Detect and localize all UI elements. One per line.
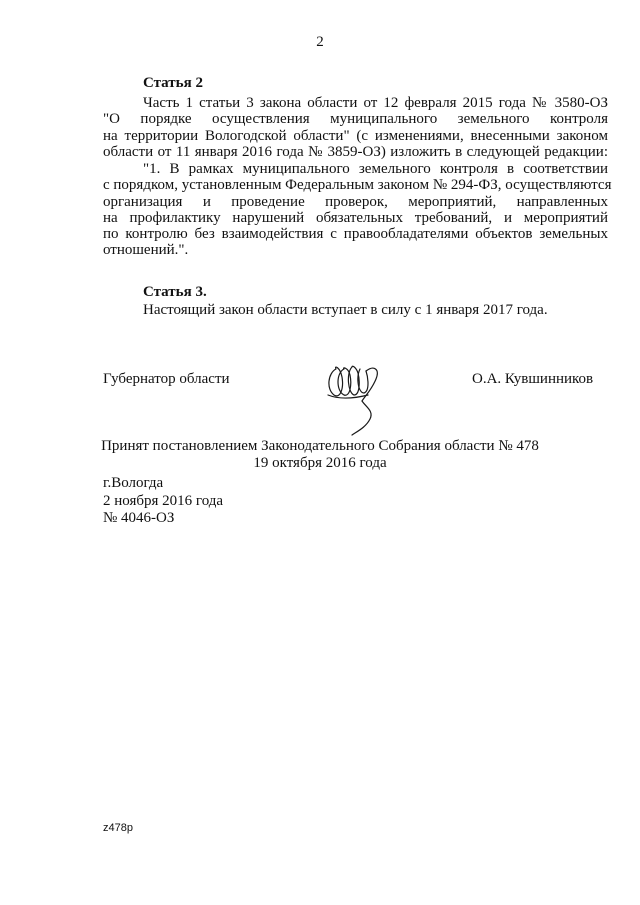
article-3-heading: Статья 3. — [143, 284, 207, 300]
text-line: по контролю без взаимодействия с правообладателями объектов земельных — [103, 226, 608, 243]
text-line: организация и проведение проверок, мероприятий, направленных — [103, 193, 608, 210]
document-meta — [103, 475, 223, 528]
adoption-date: 19 октября 2016 года — [253, 455, 387, 471]
text-line: отношений.". — [103, 242, 189, 259]
document-code: z478p — [103, 822, 133, 834]
article-3-text: Настоящий закон области вступает в силу с 1 января 2017 года. — [143, 302, 548, 318]
text-line: Часть 1 статьи 3 закона области от 12 февраля 2015 года № 3580-ОЗ — [143, 95, 608, 111]
text-line: на профилактику нарушений обязательных требований, и мероприятий — [103, 209, 608, 226]
adoption-line: Принят постановлением Законодательного Собрания области № 478 — [101, 438, 539, 454]
adoption-statement — [0, 438, 640, 472]
signing-date: 2 ноября 2016 года — [103, 492, 224, 509]
page-number: 2 — [316, 34, 324, 50]
signatory-position: Губернатор области — [103, 371, 230, 387]
place: г.Вологда — [103, 475, 164, 491]
law-number: № 4046-ОЗ — [103, 510, 175, 526]
article-2-paragraph-2 — [103, 161, 612, 259]
article-2-heading: Статья 2 — [143, 75, 203, 91]
text-line: "1. В рамках муниципального земельного контроля в соответствии — [143, 161, 608, 177]
text-line: на территории Вологодской области" (с изменениями, внесенными законом — [103, 127, 608, 144]
text-line: "О порядке осуществления муниципального земельного контроля — [103, 111, 608, 128]
handwritten-signature — [322, 355, 392, 440]
text-line: с порядком, установленным Федеральным законом № 294-ФЗ, осуществляются — [103, 177, 612, 194]
text-line: области от 11 января 2016 года № 3859-ОЗ) изложить в следующей редакции: — [103, 143, 608, 160]
signatory-name: О.А. Кувшинников — [472, 371, 594, 387]
article-2-paragraph-1 — [103, 95, 608, 160]
